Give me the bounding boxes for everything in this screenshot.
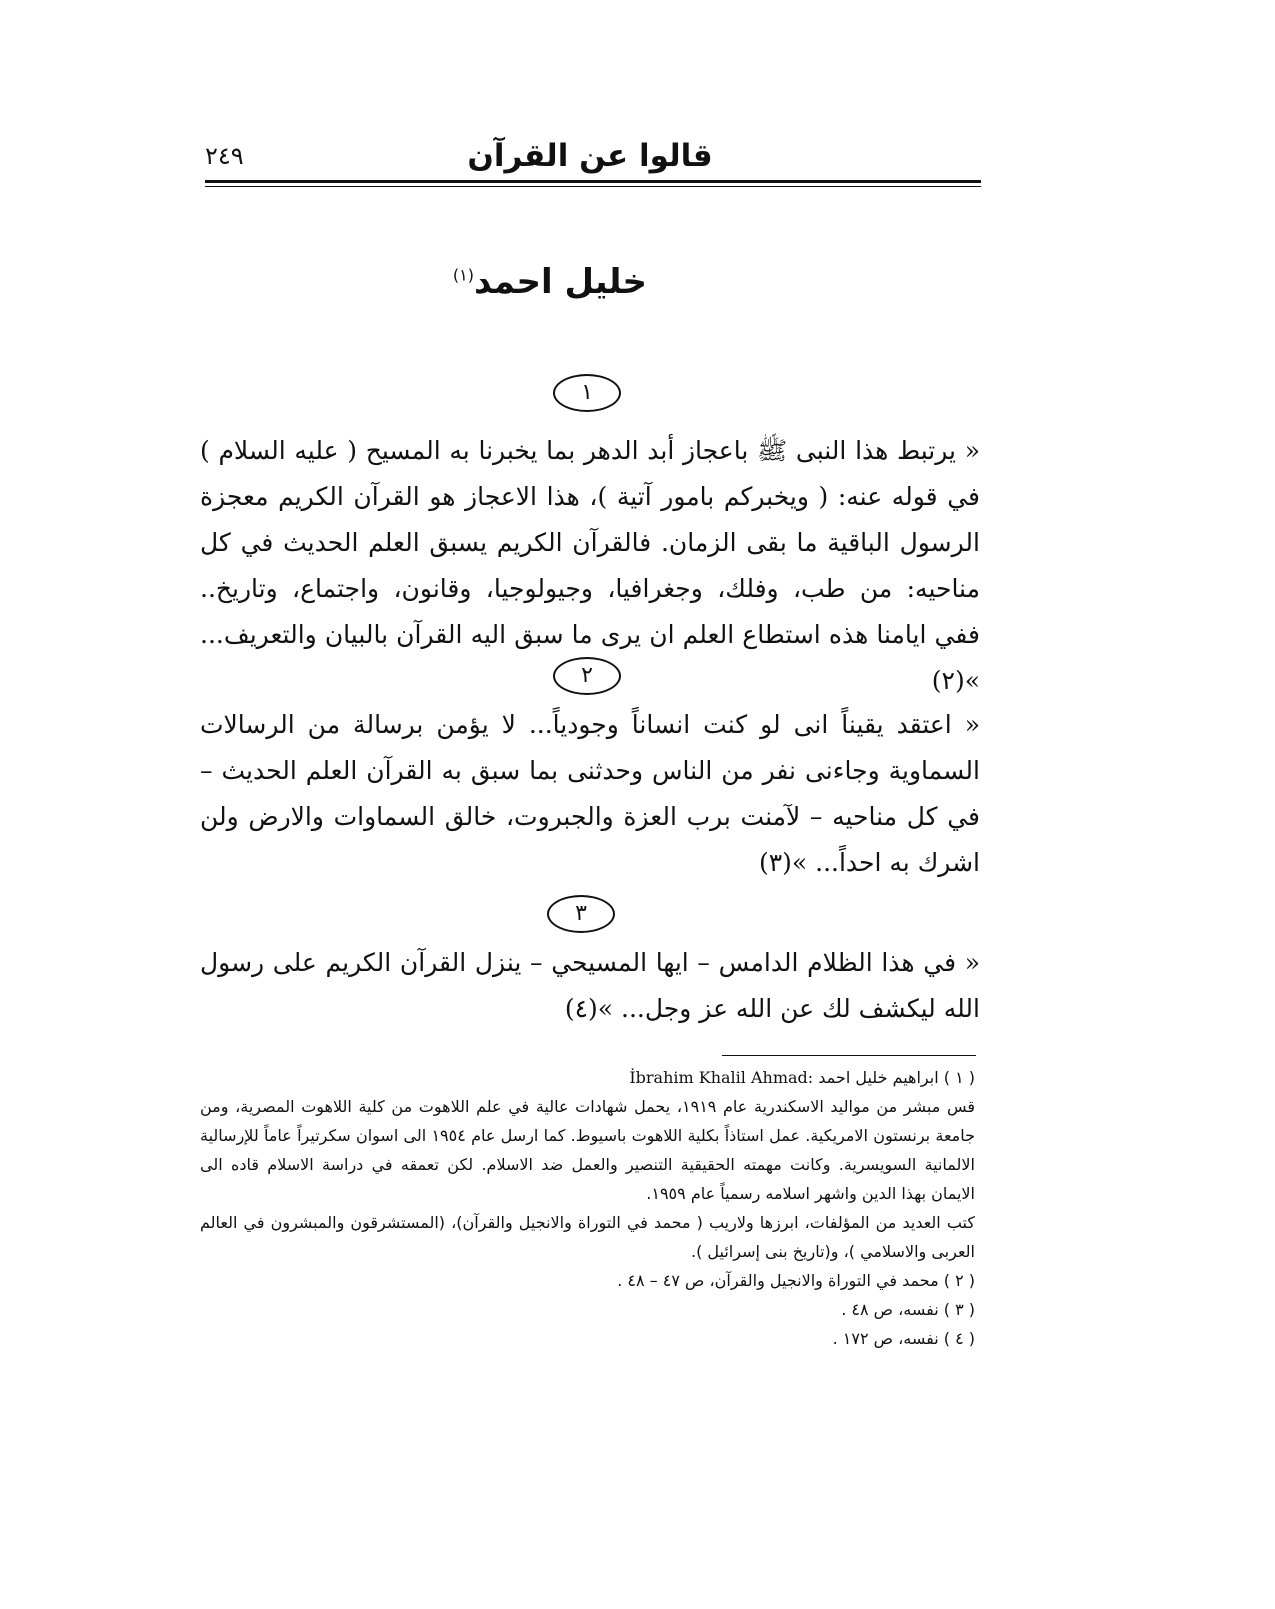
section-number-badge: ٢ xyxy=(553,657,621,695)
footnote-1-label: ( ١ ) ابراهيم خليل احمد xyxy=(818,1068,975,1087)
header-rule-thick xyxy=(205,180,981,183)
footnote-3: ( ٣ ) نفسه، ص ٤٨ . xyxy=(841,1300,975,1319)
footnote-1-heading xyxy=(200,1063,975,1092)
chapter-title-footnote-ref: (١) xyxy=(452,265,475,285)
chapter-title-text: خليل احمد xyxy=(474,262,648,302)
chapter-title xyxy=(400,262,700,302)
quote-paragraph: « يرتبط هذا النبى ﷺ باعجاز أبد الدهر بما يخبرنا به المسيح ( عليه السلام ) في قوله عنه: ( ويخبركم بامور آتية )، هذا الاعجاز هو القرآن الكريم معجزة الرسول الباقية ما بقى الزمان. فالقرآن الكريم يسبق العلم الحديث في كل مناحيه: من طب، وفلك، وجغرافيا، وجيولوجيا، وقانون، واجتماع، وتاريخ.. ففي ايامنا هذه استطاع العلم ان يرى ما سبق اليه القرآن بالبيان والتعريف... »(٢) xyxy=(200,436,980,695)
footnote-1-body: قس مبشر من مواليد الاسكندرية عام ١٩١٩، يحمل شهادات عالية في علم اللاهوت من كلية اللاهوت المصرية، ومن جامعة برنستون الامريكية. عمل استاذاً بكلية اللاهوت باسيوط. كما ارسل عام ١٩٥٤ الى اسوان سكرتيراً عاماً للإرسالية الالمانية السويسرية. وكانت مهمته الحقيقية التنصير والعمل ضد الاسلام. لكن تعمقه في دراسة الاسلام قاده الى الايمان بهذا الدين واشهر اسلامه رسمياً عام ١٩٥٩. xyxy=(200,1097,975,1203)
footnote-4: ( ٤ ) نفسه، ص ١٧٢ . xyxy=(832,1329,975,1348)
section-number-badge: ٣ xyxy=(547,895,615,933)
quote-paragraph: « اعتقد يقيناً انى لو كنت انساناً وجودياً... لا يؤمن برسالة من الرسالات السماوية وجاءنى نفر من الناس وحدثنى بما سبق به القرآن العلم الحديث – في كل مناحيه – لآمنت برب العزة والجبروت، خالق السماوات والارض ولن اشرك به احداً... »(٣) xyxy=(200,710,980,877)
footnote-rule xyxy=(722,1055,976,1056)
footnotes xyxy=(200,1063,975,1353)
footnote-1-books: كتب العديد من المؤلفات، ابرزها ولاريب ( محمد في التوراة والانجيل والقرآن)، (المستشرقون والمبشرون في العالم العربى والاسلامي )، و(تاريخ بنى إسرائيل ). xyxy=(200,1213,975,1261)
quote-paragraph: « في هذا الظلام الدامس – ايها المسيحي – ينزل القرآن الكريم على رسول الله ليكشف لك عن الله عز وجل... »(٤) xyxy=(200,948,980,1023)
page-number: ٢٤٩ xyxy=(205,142,244,170)
header-title: قالوا عن القرآن xyxy=(467,138,713,174)
section-number-badge: ١ xyxy=(553,374,621,412)
footnote-2: ( ٢ ) محمد في التوراة والانجيل والقرآن، ص ٤٧ – ٤٨ . xyxy=(617,1271,975,1290)
footnote-1-latin-name: İbrahim Khalil Ahmad: xyxy=(629,1068,814,1087)
header-rule-thin xyxy=(205,186,981,187)
